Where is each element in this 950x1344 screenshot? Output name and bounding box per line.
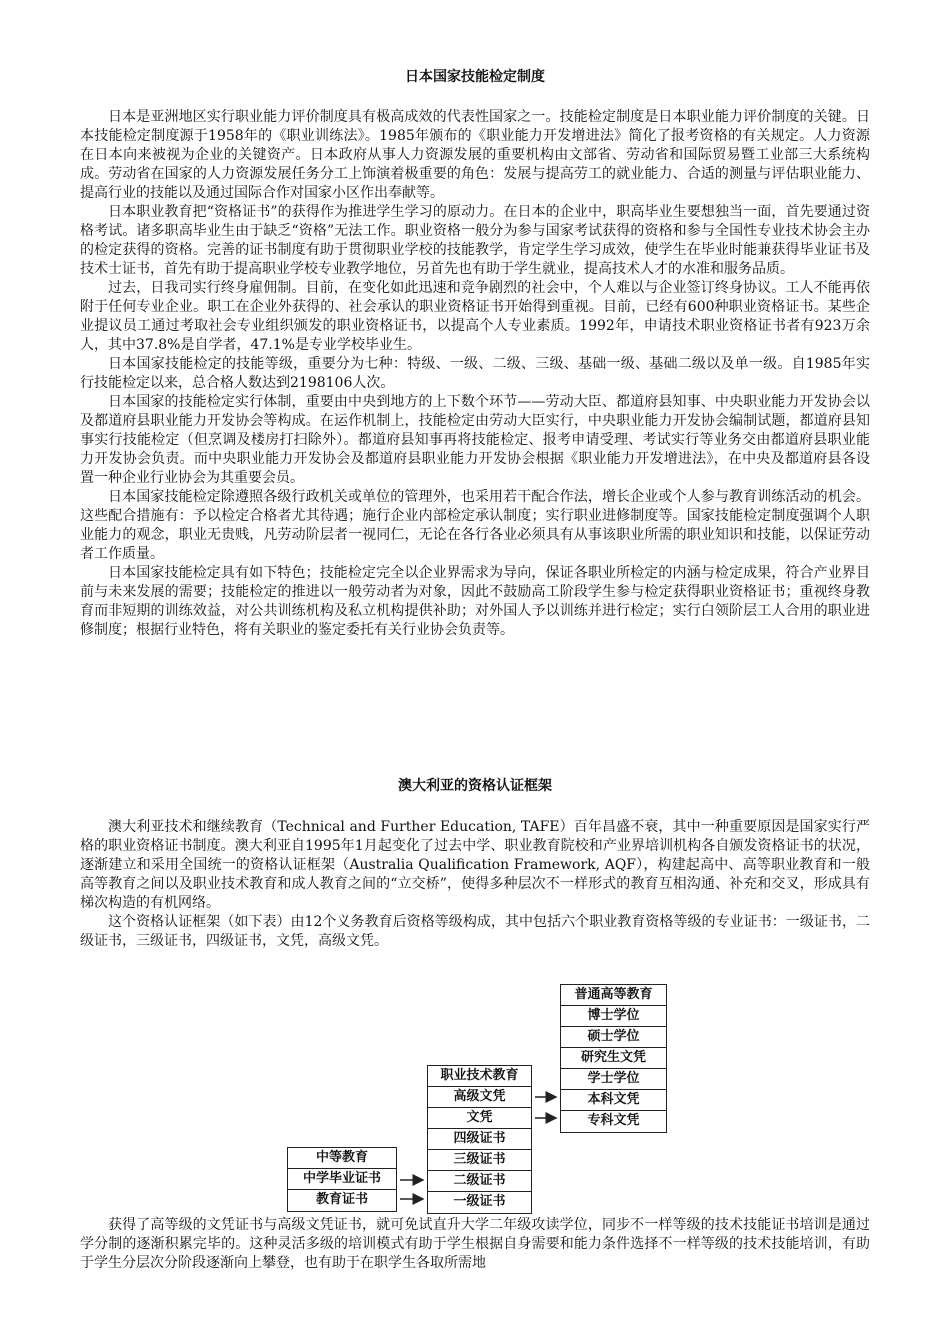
- higher-header: 普通高等教育: [561, 985, 666, 1006]
- paragraph: 日本国家的技能检定实行体制，重要由中央到地方的上下数个环节——劳动大臣、都道府县知事、中央职业能力开发协会以及都道府县职业能力开发协会等构成。在运作机制上，技能检定由劳动大臣实行，中央职业能力开发协会编制试题，都道府县知事实行技能检定（但烹调及楼房打扫除外）。都道府县知事再将技能检定、报考申请受理、考试实行等业务交由都道府县职业能力开发协会负责。而中央职业能力开发协会及都道府县职业能力开发协会根据《职业能力开发增进法》，在中央及都道府县各设置一种企业行业协会为其重要会员。: [80, 394, 870, 486]
- paragraph: 日本国家技能检定具有如下特色；技能检定完全以企业界需求为导向，保证各职业所检定的内涵与检定成果，符合产业界目前与未来发展的需要；技能检定的推进以一般劳动者为对象，因此不鼓励高工阶段学生参与检定获得职业资格证书；重视终身教育而非短期的训练效益，对公共训练机构及私立机构提供补助；对外国人予以训练并进行检定；实行白领阶层工人合用的职业进修制度；根据行业特色，将有关职业的鉴定委托有关行业协会负责等。: [80, 565, 870, 638]
- paragraph: 日本是亚洲地区实行职业能力评价制度具有极高成效的代表性国家之一。技能检定制度是日本职业能力评价制度的关键。日本技能检定制度源于1958年的《职业训练法》。1985年颁布的《职业能力开发增进法》简化了报考资格的有关规定。人力资源在日本向来被视为企业的关键资产。日本政府从事人力资源发展的重要机构由文部省、劳动省和国际贸易暨工业部三大系统构成。劳动省在国家的人力资源发展任务分工上饰演着极重要的角色：发展与提高劳工的就业能力、合适的测量与评估职业能力、提高行业的技能以及通过国际合作对国家小区作出奉献等。: [80, 109, 870, 201]
- paragraph: 日本职业教育把“资格证书”的获得作为推进学生学习的原动力。在日本的企业中，职高毕业生要想独当一面，首先要通过资格考试。诸多职高毕业生由于缺乏“资格”无法工作。职业资格一般分为参与国家考试获得的资格和参与全国性专业技术协会主办的检定获得的资格。完善的证书制度有助于贯彻职业学校的技能教学，肯定学生学习成效，使学生在毕业时能兼获得毕业证书及技术士证书，首先有助于提高职业学校专业教学地位，另首先也有助于学生就业，提高技术人才的水准和服务品质。: [80, 204, 870, 277]
- vocational-header: 职业技术教育: [428, 1066, 531, 1087]
- paragraph: 日本国家技能检定除遵照各级行政机关或单位的管理外，也采用若干配合作法，增长企业或个人参与教育训练活动的机会。这些配合措施有：予以检定合格者尤其待遇；施行企业内部检定承认制度；实行职业进修制度等。国家技能检定制度强调个人职业能力的观念，职业无贵贱，凡劳动阶层者一视同仁，无论在各行各业必须具有从事该职业所需的职业知识和技能，以保证劳动者工作质量。: [80, 489, 870, 562]
- secondary-cert: 教育证书: [315, 1192, 368, 1207]
- higher-cert: 本科文凭: [561, 1090, 666, 1111]
- secondary-header: 中等教育: [288, 1148, 396, 1169]
- paragraph: 这个资格认证框架（如下表）由12个义务教育后资格等级构成，其中包括六个职业教育资格等级的专业证书：一级证书，二级证书，三级证书，四级证书，文凭，高级文凭。: [80, 914, 870, 949]
- higher-cert: 硕士学位: [561, 1027, 666, 1048]
- higher-cert: 专科文凭: [587, 1113, 640, 1128]
- vocational-cert: 四级证书: [428, 1129, 531, 1150]
- vocational-cert: 文凭: [428, 1108, 531, 1129]
- section-title-australia: 澳大利亚的资格认证框架: [398, 778, 552, 794]
- vocational-cert: 二级证书: [428, 1171, 531, 1192]
- paragraph: 获得了高等级的文凭证书与高级文凭证书，就可免试直升大学二年级攻读学位，同步不一样等级的技术技能证书培训是通过学分制的逐渐积累完毕的。这种灵活多级的培训模式有助于学生根据自身需要和能力条件选择不一样等级的技术技能培训，有助于学生分层次分阶段逐渐向上攀登，也有助于在职学生各取所需地: [80, 1217, 870, 1271]
- paragraph: 过去，日我司实行终身雇佣制。目前，在变化如此迅速和竞争剧烈的社会中，个人难以与企业签订终身协议。工人不能再依附于任何专业企业。职工在企业外获得的、社会承认的职业资格证书开始得到重视。目前，已经有600种职业资格证书。某些企业提议员工通过考取社会专业组织颁发的职业资格证书，以提高个人专业素质。1992年，申请技术职业资格证书者有923万余人，其中37.8%是自学者，47.1%是专业学校毕业生。: [80, 280, 870, 353]
- section-title-japan: 日本国家技能检定制度: [405, 69, 545, 85]
- paragraph: 日本国家技能检定的技能等级，重要分为七种：特级、一级、二级、三级、基础一级、基础二级以及单一级。自1985年实行技能检定以来，总合格人数达到2198106人次。: [80, 356, 870, 391]
- higher-cert: 学士学位: [561, 1069, 666, 1090]
- secondary-cert: 中学毕业证书: [288, 1169, 396, 1190]
- vocational-cert: 高级文凭: [428, 1087, 531, 1108]
- vocational-cert: 三级证书: [428, 1150, 531, 1171]
- higher-cert: 博士学位: [561, 1006, 666, 1027]
- paragraph: 澳大利亚技术和继续教育（Technical and Further Education, TAFE）百年昌盛不衰，其中一种重要原因是国家实行严格的职业资格证书制度。澳大利亚自1995年1月起变化了过去中学、职业教育院校和产业界培训机构各自颁发资格证书的状况，逐渐建立和采用全国统一的资格认证框架（Australia Qualification Framework, AQF），构建起高中、高等职业教育和一般高等教育之间以及职业技术教育和成人教育之间的“立交桥”，使得多种层次不一样形式的教育互相沟通、补充和交叉，形成具有梯次构造的有机网络。: [80, 819, 870, 911]
- higher-cert: 研究生文凭: [561, 1048, 666, 1069]
- vocational-cert: 一级证书: [453, 1194, 506, 1209]
